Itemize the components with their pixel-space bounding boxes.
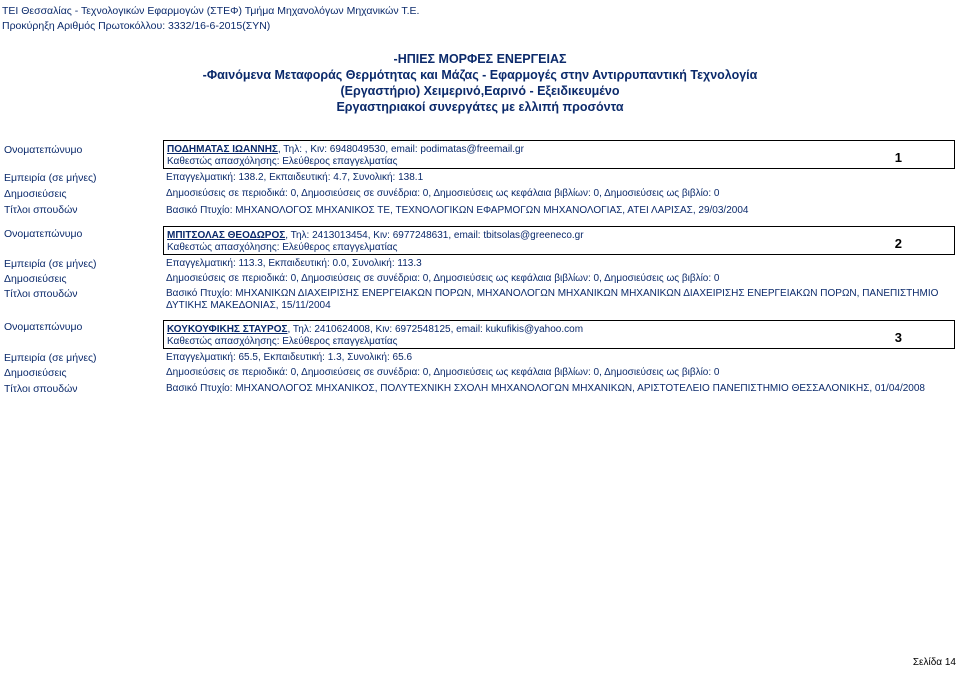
- institution-header: ΤΕΙ Θεσσαλίας - Τεχνολογικών Εφαρμογών (ΣΤΕΦ) Τμήμα Μηχανολόγων Μηχανικών Τ.Ε.: [2, 5, 420, 17]
- experience-value: Επαγγελματική: 65.5, Εκπαιδευτική: 1.3, Συνολική: 65.6: [166, 352, 413, 363]
- experience-label: Εμπειρία (σε μήνες): [4, 258, 97, 270]
- candidate-box: [163, 226, 955, 255]
- document-titles: [0, 51, 960, 115]
- degrees-value: Βασικό Πτυχίο: ΜΗΧΑΝΙΚΩΝ ΔΙΑΧΕΙΡΙΣΗΣ ΕΝΕΡΓΕΙΑΚΩΝ ΠΟΡΩΝ, ΜΗΧΑΝΟΛΟΓΩΝ ΜΗΧΑΝΙΚΩΝ ΜΗΧΑΝΙΚΩΝ ΔΙΑΧΕΙΡΙΣΗΣ ΕΝΕΡΓΕΙΑΚΩΝ ΠΟΡΩΝ, ΠΑΝΕΠΙΣΤΗΜΙΟ ΔΥΤΙΚΗΣ ΜΑΚΕΔΟΝΙΑΣ, 15/11/2004: [166, 288, 939, 311]
- experience-label: Εμπειρία (σε μήνες): [4, 352, 97, 364]
- publications-label: Δημοσιεύσεις: [4, 273, 67, 285]
- candidate-name: ΠΟΔΗΜΑΤΑΣ ΙΩΑΝΝΗΣ: [167, 144, 278, 155]
- contact-line: [167, 324, 583, 336]
- contact-details: , Τηλ: 2410624008, Κιν: 6972548125, email: kukufikis@yahoo.com: [287, 324, 584, 335]
- protocol-header: Προκύρηξη Αριθμός Πρωτοκόλλου: 3332/16-6-2015(ΣΥΝ): [2, 20, 271, 32]
- name-label: Ονοματεπώνυμο: [4, 321, 83, 333]
- name-label: Ονοματεπώνυμο: [4, 144, 83, 156]
- experience-label: Εμπειρία (σε μήνες): [4, 172, 97, 184]
- rank-number: 2: [894, 236, 902, 251]
- candidate-name: ΚΟΥΚΟΥΦΙΚΗΣ ΣΤΑΥΡΟΣ: [167, 324, 288, 335]
- publications-value: Δημοσιεύσεις σε περιοδικά: 0, Δημοσιεύσεις σε συνέδρια: 0, Δημοσιεύσεις ως κεφάλαια βιβλίων: 0, Δημοσιεύσεις ως βιβλίο: 0: [166, 188, 720, 199]
- contact-line: [167, 230, 584, 242]
- employment-status: Καθεστώς απασχόλησης: Ελεύθερος επαγγελματίας: [167, 242, 398, 253]
- degrees-label: Τίτλοι σπουδών: [4, 383, 78, 395]
- experience-value: Επαγγελματική: 138.2, Εκπαιδευτική: 4.7, Συνολική: 138.1: [166, 172, 424, 183]
- experience-value: Επαγγελματική: 113.3, Εκπαιδευτική: 0.0, Συνολική: 113.3: [166, 258, 422, 269]
- candidate-box: [163, 320, 955, 349]
- candidate-name: ΜΠΙΤΣΟΛΑΣ ΘΕΟΔΩΡΟΣ: [167, 230, 286, 241]
- course-title: -ΗΠΙΕΣ ΜΟΡΦΕΣ ΕΝΕΡΓΕΙΑΣ: [393, 52, 567, 66]
- page-number: Σελίδα 14: [912, 657, 956, 668]
- degrees-value: Βασικό Πτυχίο: ΜΗΧΑΝΟΛΟΓΟΣ ΜΗΧΑΝΙΚΟΣ, ΠΟΛΥΤΕΧΝΙΚΗ ΣΧΟΛΗ ΜΗΧΑΝΟΛΟΓΩΝ ΜΗΧΑΝΙΚΩΝ, ΑΡΙΣΤΟΤΕΛΕΙΟ ΠΑΝΕΠΙΣΤΗΜΙΟ ΘΕΣΣΑΛΟΝΙΚΗΣ, 01/04/2008: [166, 383, 925, 394]
- degrees-label: Τίτλοι σπουδών: [4, 288, 78, 300]
- employment-status: Καθεστώς απασχόλησης: Ελεύθερος επαγγελματίας: [167, 336, 398, 347]
- category-title: Εργαστηριακοί συνεργάτες με ελλιπή προσόντα: [336, 100, 624, 114]
- name-label: Ονοματεπώνυμο: [4, 228, 83, 240]
- course-subtitle: -Φαινόμενα Μεταφοράς Θερμότητας και Μάζας - Εφαρμογές στην Αντιρρυπαντική Τεχνολογία: [202, 68, 758, 82]
- rank-number: 3: [894, 330, 902, 345]
- degrees-value: Βασικό Πτυχίο: ΜΗΧΑΝΟΛΟΓΟΣ ΜΗΧΑΝΙΚΟΣ ΤΕ, ΤΕΧΝΟΛΟΓΙΚΩΝ ΕΦΑΡΜΟΓΩΝ ΜΗΧΑΝΟΛΟΓΙΑΣ, ΑΤΕΙ ΛΑΡΙΣΑΣ, 29/03/2004: [166, 205, 749, 216]
- degrees-label: Τίτλοι σπουδών: [4, 204, 78, 216]
- contact-line: [167, 144, 524, 156]
- publications-label: Δημοσιεύσεις: [4, 367, 67, 379]
- course-type: (Εργαστήριο) Χειμερινό,Εαρινό - Εξειδικευμένο: [340, 84, 620, 98]
- contact-details: , Τηλ: , Κιν: 6948049530, email: podimatas@freemail.gr: [277, 144, 524, 155]
- rank-number: 1: [894, 150, 902, 165]
- publications-value: Δημοσιεύσεις σε περιοδικά: 0, Δημοσιεύσεις σε συνέδρια: 0, Δημοσιεύσεις ως κεφάλαια βιβλίων: 0, Δημοσιεύσεις ως βιβλίο: 0: [166, 367, 720, 378]
- publications-label: Δημοσιεύσεις: [4, 188, 67, 200]
- contact-details: , Τηλ: 2413013454, Κιν: 6977248631, email: tbitsolas@greeneco.gr: [285, 230, 584, 241]
- publications-value: Δημοσιεύσεις σε περιοδικά: 0, Δημοσιεύσεις σε συνέδρια: 0, Δημοσιεύσεις ως κεφάλαια βιβλίων: 0, Δημοσιεύσεις ως βιβλίο: 0: [166, 273, 720, 284]
- candidate-box: [163, 140, 955, 169]
- employment-status: Καθεστώς απασχόλησης: Ελεύθερος επαγγελματίας: [167, 156, 398, 167]
